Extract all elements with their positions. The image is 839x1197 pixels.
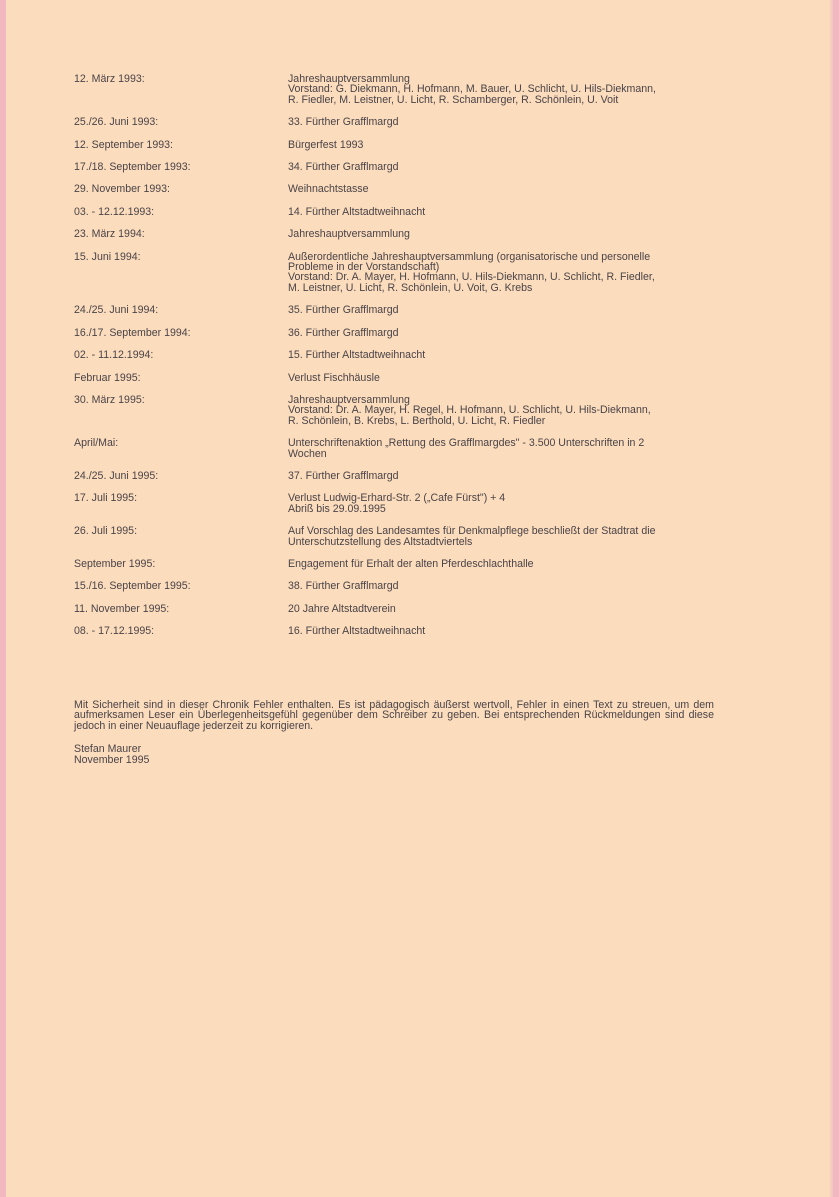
entry-description (288, 626, 724, 636)
entry-date: April/Mai: (74, 437, 119, 450)
chronicle-entry (74, 117, 724, 127)
entry-line: 38. Fürther Grafflmargd (288, 580, 399, 593)
entry-description (288, 140, 724, 150)
entry-line: 15. Fürther Altstadtweihnacht (288, 349, 426, 362)
entry-date: 24./25. Juni 1995: (74, 469, 159, 482)
entry-description (288, 305, 724, 315)
entry-date: 11. November 1995: (74, 602, 170, 615)
entry-description (288, 493, 724, 514)
entry-line: Verlust Fischhäusle (288, 371, 380, 384)
entry-description (288, 373, 724, 383)
chronicle-entry (74, 581, 724, 591)
entry-line: M. Leistner, U. Licht, R. Schönlein, U. Voit, G. Krebs (288, 281, 533, 294)
entry-line: 35. Fürther Grafflmargd (288, 304, 399, 317)
chronicle-entry (74, 74, 724, 105)
entry-description (288, 229, 724, 239)
document-page (6, 0, 833, 1197)
entry-line: Außerordentliche Jahreshauptversammlung (organisatorische und personelle (288, 250, 651, 263)
entry-date: September 1995: (74, 557, 156, 570)
entry-description (288, 581, 724, 591)
entry-line: Probleme in der Vorstandschaft) (288, 261, 440, 274)
entry-date: 26. Juli 1995: (74, 525, 138, 538)
entry-line: Engagement für Erhalt der alten Pferdeschlachthalle (288, 557, 534, 570)
entry-date: 29. November 1993: (74, 183, 170, 196)
entry-description (288, 604, 724, 614)
entry-line: Wochen (288, 447, 327, 460)
entry-line: Unterschriftenaktion „Rettung des Grafflmargdes" - 3.500 Unterschriften in 2 (288, 437, 645, 450)
entry-line: Weihnachtstasse (288, 183, 369, 196)
entry-description (288, 350, 724, 360)
entry-date: 30. März 1995: (74, 393, 145, 406)
signature (74, 744, 714, 765)
entry-description (288, 471, 724, 481)
chronicle-entry (74, 162, 724, 172)
entry-description (288, 117, 724, 127)
entry-line: Bürgerfest 1993 (288, 138, 364, 151)
entry-date: 24./25. Juni 1994: (74, 304, 159, 317)
author-name: Stefan Maurer (74, 743, 142, 756)
entry-line: Jahreshauptversammlung (288, 228, 410, 241)
chronicle-entry (74, 526, 724, 547)
entry-line: Verlust Ludwig-Erhard-Str. 2 („Cafe Fürst") + 4 (288, 492, 506, 505)
entry-date: 16./17. September 1994: (74, 326, 191, 339)
entry-description (288, 74, 724, 105)
chronicle-entry (74, 252, 724, 294)
entry-description (288, 328, 724, 338)
note-text: Mit Sicherheit sind in dieser Chronik Fehler enthalten. Es ist pädagogisch äußerst wertvoll, Fehler in einen Text zu streuen, um dem aufmerksamen Leser ein Überlegenheitsgefühl gegenüber dem Schreiber zu geben. Bei entsprechenden Rückmeldungen sind diese jedoch in einer Neuauflage jederzeit zu korrigieren. (74, 699, 714, 732)
entry-line: Jahreshauptversammlung (288, 393, 410, 406)
author-date: November 1995 (74, 753, 150, 766)
chronicle-entry (74, 350, 724, 360)
entry-date: 08. - 17.12.1995: (74, 625, 155, 638)
chronicle-entry (74, 493, 724, 514)
entry-line: 36. Fürther Grafflmargd (288, 326, 399, 339)
entry-line: R. Fiedler, M. Leistner, U. Licht, R. Schamberger, R. Schönlein, U. Voit (288, 93, 619, 106)
entry-description (288, 252, 724, 294)
entry-line: Vorstand: G. Diekmann, H. Hofmann, M. Bauer, U. Schlicht, U. Hils-Diekmann, (288, 83, 656, 96)
chronicle-entry (74, 184, 724, 194)
entry-line: Vorstand: Dr. A. Mayer, H. Regel, H. Hofmann, U. Schlicht, U. Hils-Diekmann, (288, 404, 651, 417)
entry-description (288, 395, 724, 426)
entry-date: 17./18. September 1993: (74, 161, 191, 174)
entry-date: 12. September 1993: (74, 138, 173, 151)
entry-date: 15. Juni 1994: (74, 250, 141, 263)
entry-date: 25./26. Juni 1993: (74, 116, 159, 129)
entry-line: 37. Fürther Grafflmargd (288, 469, 399, 482)
entry-line: 33. Fürther Grafflmargd (288, 116, 399, 129)
chronicle-entry (74, 140, 724, 150)
chronicle-entry (74, 305, 724, 315)
entry-date: 23. März 1994: (74, 228, 145, 241)
entry-description (288, 162, 724, 172)
entry-date: 12. März 1993: (74, 73, 145, 85)
entry-line: Jahreshauptversammlung (288, 73, 410, 85)
chronicle-list (74, 74, 724, 649)
entry-line: Auf Vorschlag des Landesamtes für Denkmalpflege beschließt der Stadtrat die (288, 525, 656, 538)
chronicle-entry (74, 438, 724, 459)
chronicle-entry (74, 471, 724, 481)
entry-line: 16. Fürther Altstadtweihnacht (288, 625, 426, 638)
entry-date: Februar 1995: (74, 371, 141, 384)
entry-date: 03. - 12.12.1993: (74, 205, 155, 218)
entry-description (288, 526, 724, 547)
chronicle-entry (74, 328, 724, 338)
entry-date: 02. - 11.12.1994: (74, 349, 154, 362)
chronicle-entry (74, 373, 724, 383)
entry-line: Unterschutzstellung des Altstadtviertels (288, 535, 473, 548)
entry-date: 15./16. September 1995: (74, 580, 191, 593)
entry-description (288, 207, 724, 217)
entry-line: 14. Fürther Altstadtweihnacht (288, 205, 426, 218)
entry-line: 20 Jahre Altstadtverein (288, 602, 396, 615)
entry-description (288, 184, 724, 194)
chronicle-entry (74, 626, 724, 636)
chronicle-entry (74, 207, 724, 217)
chronicle-entry (74, 395, 724, 426)
entry-line: R. Schönlein, B. Krebs, L. Berthold, U. Licht, R. Fiedler (288, 414, 546, 427)
entry-line: 34. Fürther Grafflmargd (288, 161, 399, 174)
chronicle-entry (74, 604, 724, 614)
entry-description (288, 559, 724, 569)
closing-note (74, 700, 714, 765)
entry-date: 17. Juli 1995: (74, 492, 138, 505)
entry-line: Vorstand: Dr. A. Mayer, H. Hofmann, U. Hils-Diekmann, U. Schlicht, R. Fiedler, (288, 271, 655, 284)
entry-description (288, 438, 724, 459)
chronicle-entry (74, 229, 724, 239)
entry-line: Abriß bis 29.09.1995 (288, 502, 386, 515)
chronicle-entry (74, 559, 724, 569)
